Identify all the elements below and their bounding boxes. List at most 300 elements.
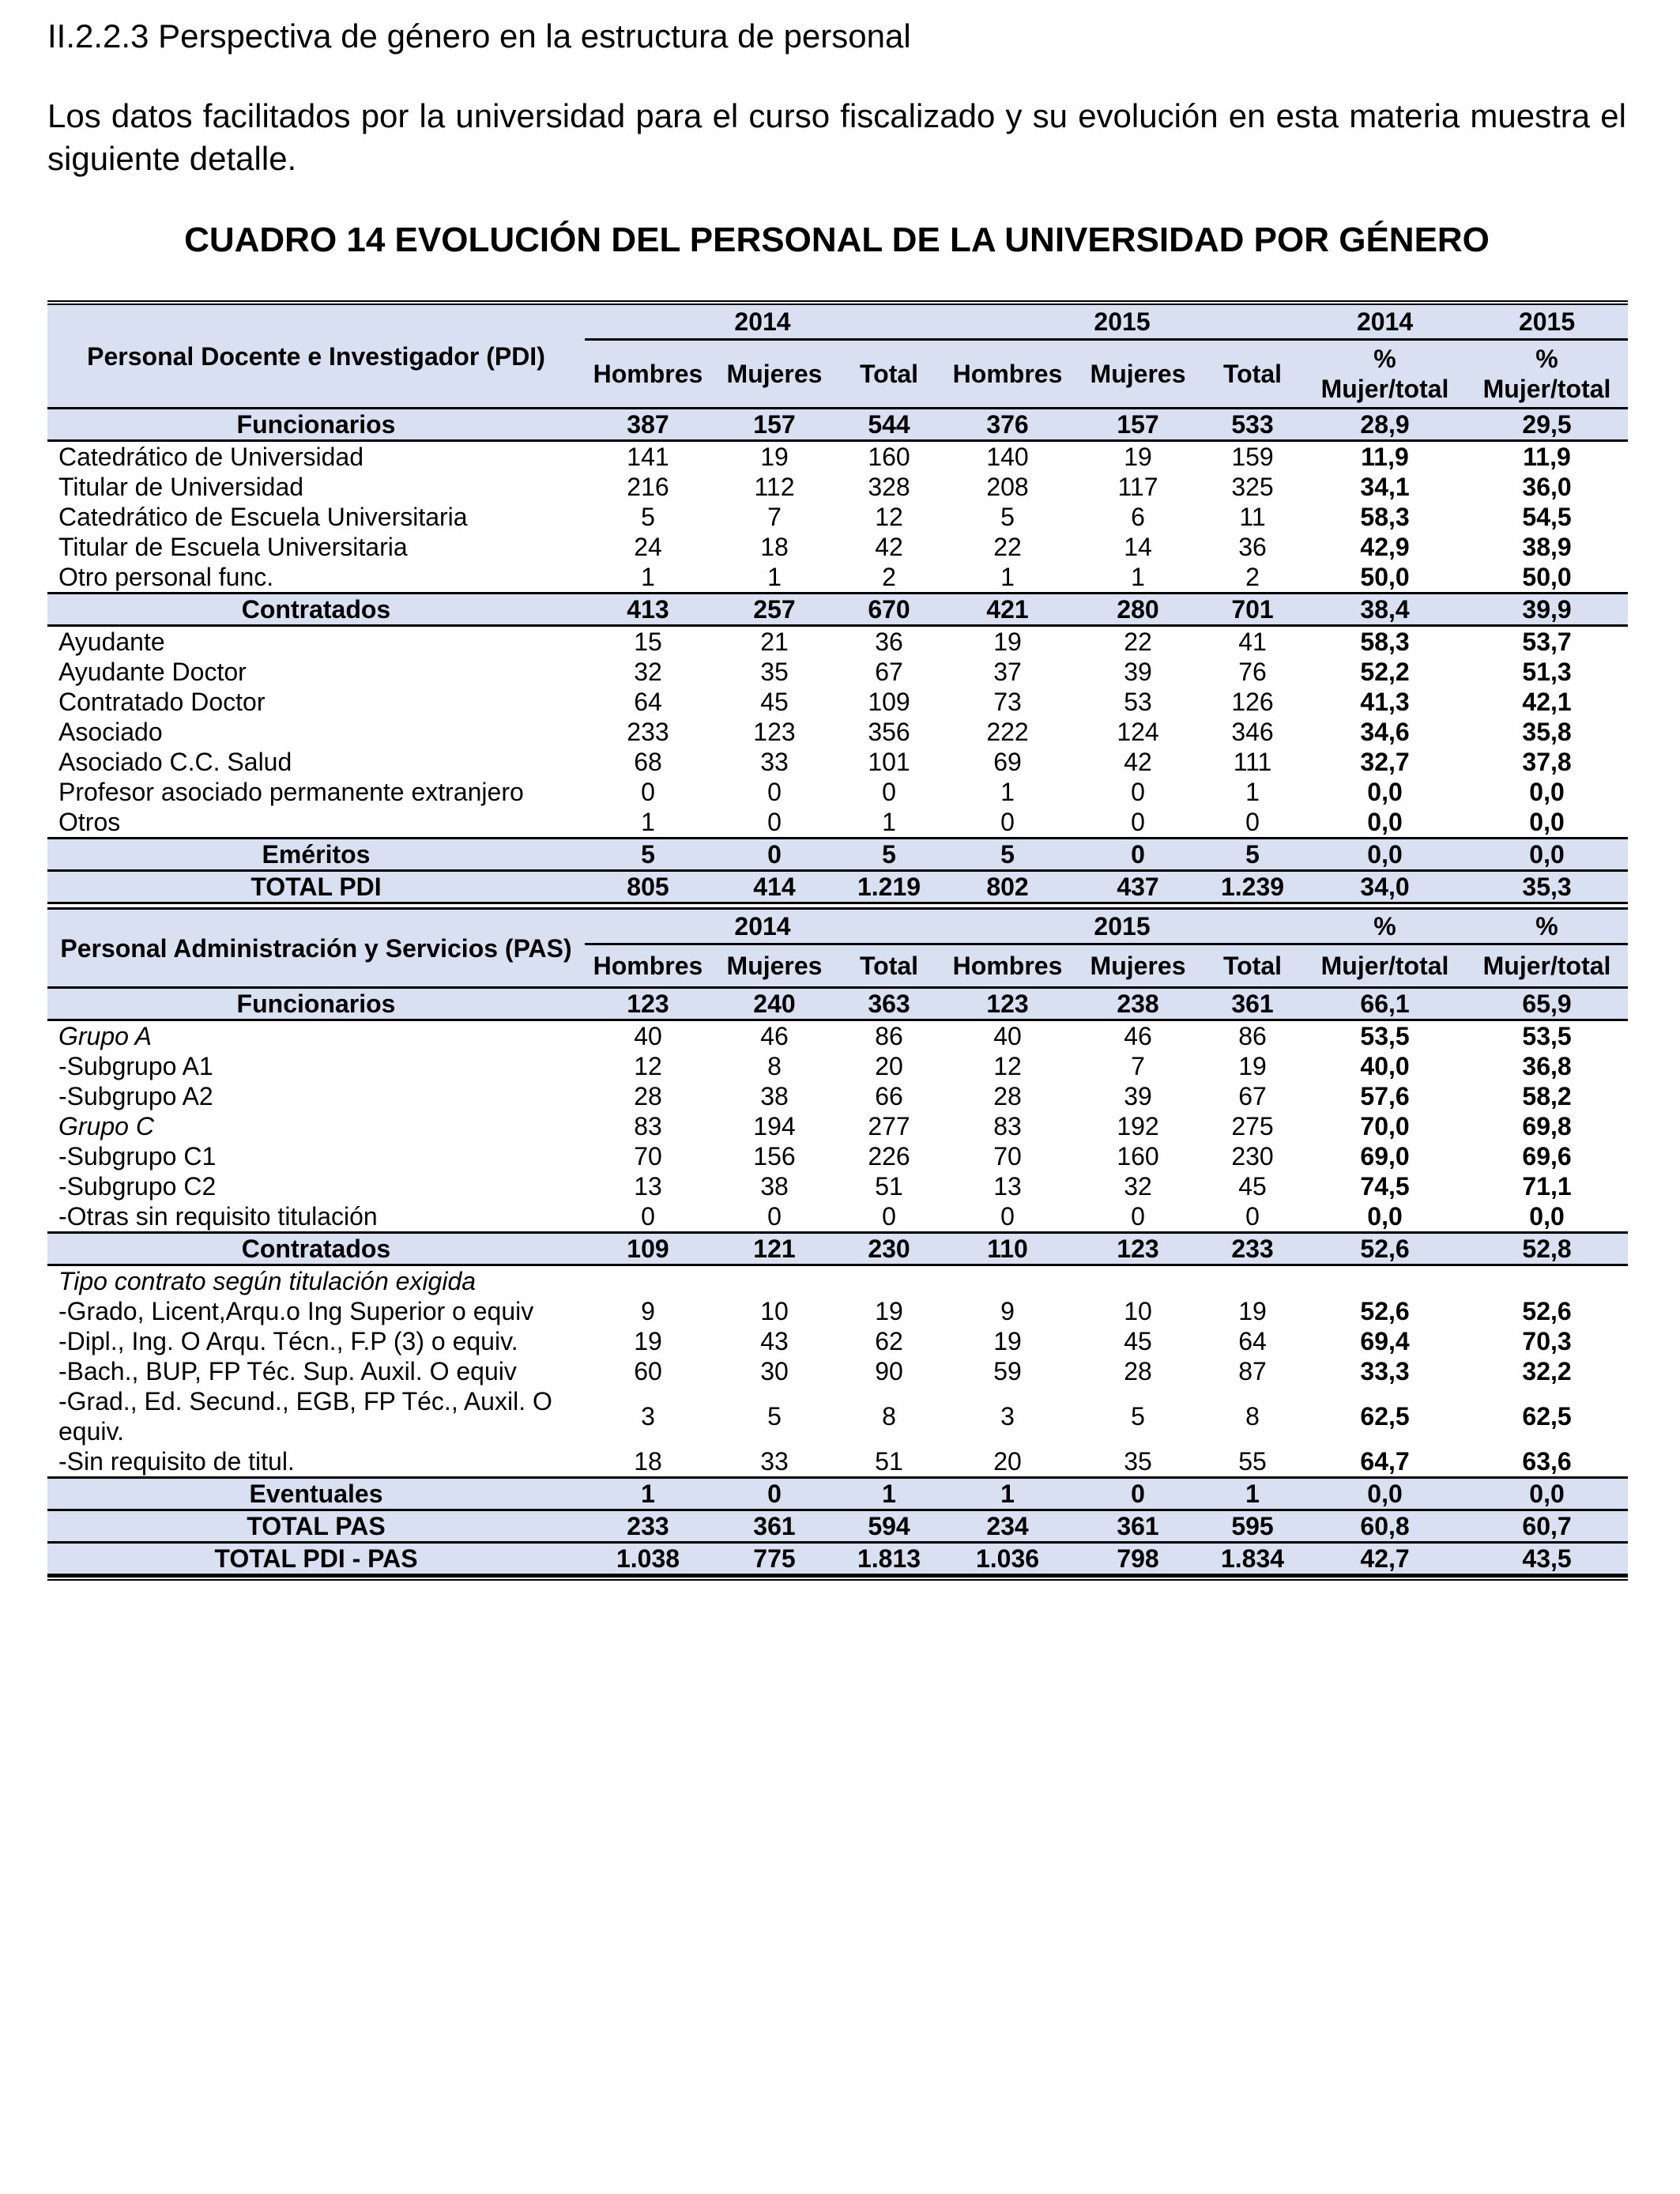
cell-value: 30: [760, 1357, 789, 1385]
pdi-funcionarios-row: [47, 409, 1628, 441]
cell-value: 19: [1124, 443, 1152, 471]
pct-column-header: [1304, 340, 1466, 409]
row-label: Contratado Doctor: [58, 688, 266, 716]
pas-header-title: Personal Administración y Servicios (PAS): [47, 909, 585, 988]
cell-value: 0: [1000, 808, 1015, 836]
cell-value: 38,9: [1522, 533, 1572, 561]
cell-value: 2: [1245, 563, 1260, 591]
row-label: Contratados: [47, 1233, 585, 1265]
pct-column-header: [1466, 944, 1628, 988]
cell-value: 41: [1238, 628, 1267, 656]
cell-value: 83: [993, 1112, 1022, 1140]
cell-value: 64,7: [1360, 1447, 1410, 1476]
cell-value: 356: [868, 718, 910, 746]
cell-value: 216: [627, 473, 669, 501]
table-row: [47, 657, 1628, 687]
cell-value: 38: [760, 1172, 789, 1201]
cell-value: 34,6: [1360, 718, 1410, 746]
cell-value: 52,6: [1304, 1233, 1466, 1265]
cell-value: 19: [1238, 1052, 1267, 1080]
cell-value: 38,4: [1304, 594, 1466, 626]
cell-value: 421: [940, 594, 1075, 626]
cell-value: 52,6: [1360, 1297, 1410, 1325]
cell-value: 38: [760, 1082, 789, 1110]
row-label: Funcionarios: [47, 409, 585, 441]
cell-value: 1.834: [1201, 1543, 1304, 1575]
cell-value: 230: [838, 1233, 940, 1265]
cell-value: 45: [1124, 1327, 1152, 1355]
cell-value: 19: [993, 628, 1022, 656]
cell-value: 257: [711, 594, 838, 626]
cell-value: 325: [1231, 473, 1274, 501]
cell-value: 802: [940, 871, 1075, 903]
cell-value: 111: [1233, 748, 1272, 776]
cell-value: 1: [838, 1478, 940, 1510]
cell-value: 35,8: [1522, 718, 1572, 746]
table-row: [47, 1386, 1628, 1446]
pct-label: Mujer/total: [1320, 375, 1449, 403]
table-row: [47, 747, 1628, 777]
cell-value: 233: [585, 1510, 711, 1543]
cell-value: 70: [634, 1142, 662, 1171]
column-header: Mujeres: [1075, 340, 1201, 409]
pdi-emeritos-row: [47, 839, 1628, 871]
cell-value: 33: [760, 748, 789, 776]
cell-value: 798: [1075, 1543, 1201, 1575]
column-header: Total: [838, 340, 940, 409]
cell-value: 123: [753, 718, 796, 746]
cell-value: 387: [585, 409, 711, 441]
cell-value: 0: [1245, 808, 1260, 836]
cell-value: 0: [711, 1478, 838, 1510]
cell-value: 68: [634, 748, 662, 776]
cell-value: 54,5: [1522, 503, 1572, 531]
table-row: [47, 1201, 1628, 1233]
cell-value: 60,8: [1304, 1510, 1466, 1543]
cell-value: 277: [868, 1112, 910, 1140]
cell-value: 0,0: [1529, 778, 1565, 806]
cell-value: 12: [634, 1052, 662, 1080]
cell-value: 5: [1201, 839, 1304, 871]
cell-value: 69,6: [1522, 1142, 1572, 1171]
cell-value: 39: [1124, 1082, 1152, 1110]
cell-value: 55: [1238, 1447, 1267, 1476]
cell-value: 62: [875, 1327, 903, 1355]
year-header: 2015: [940, 305, 1304, 340]
table-row: [47, 562, 1628, 594]
table-row: [47, 1141, 1628, 1171]
cell-value: 0: [1131, 778, 1145, 806]
cell-value: 0: [1131, 1202, 1145, 1231]
cell-value: 109: [868, 688, 910, 716]
pdi-header-years: [47, 305, 1628, 340]
cell-value: 5: [1000, 503, 1015, 531]
cell-value: 328: [868, 473, 910, 501]
row-label: -Bach., BUP, FP Téc. Sup. Auxil. O equiv: [58, 1357, 517, 1385]
cell-value: 18: [760, 533, 789, 561]
cell-value: 18: [634, 1447, 662, 1476]
pas-funcionarios-row: [47, 988, 1628, 1020]
cell-value: 34,1: [1360, 473, 1410, 501]
cell-value: 1: [1000, 778, 1015, 806]
cell-value: 67: [875, 658, 903, 686]
cell-value: 226: [868, 1142, 910, 1171]
cell-value: 240: [711, 988, 838, 1020]
cell-value: 126: [1231, 688, 1274, 716]
cell-value: 7: [1131, 1052, 1145, 1080]
cell-value: 19: [1238, 1297, 1267, 1325]
cell-value: 11,9: [1361, 443, 1409, 471]
cell-value: 0,0: [1529, 808, 1565, 836]
cell-value: 595: [1201, 1510, 1304, 1543]
cell-value: 29,5: [1466, 409, 1628, 441]
cell-value: 0,0: [1304, 839, 1466, 871]
cell-value: 8: [882, 1402, 896, 1431]
table-row: [47, 1111, 1628, 1141]
cell-value: 69: [993, 748, 1022, 776]
cell-value: 51: [875, 1172, 903, 1201]
table-row: [47, 626, 1628, 658]
table-row: [47, 687, 1628, 717]
cell-value: 40: [634, 1022, 662, 1050]
cell-value: 0,0: [1367, 1202, 1403, 1231]
pct-symbol: %: [1535, 345, 1558, 373]
pdi-header-title: Personal Docente e Investigador (PDI): [47, 305, 585, 409]
section-divider: [47, 903, 1628, 909]
row-label: Otros: [58, 808, 121, 836]
cell-value: 21: [760, 628, 789, 656]
cell-value: 6: [1131, 503, 1145, 531]
cell-value: 32: [1124, 1172, 1152, 1201]
cell-value: 67: [1238, 1082, 1267, 1110]
cell-value: 8: [767, 1052, 782, 1080]
cell-value: 346: [1231, 718, 1274, 746]
cell-value: 37,8: [1522, 748, 1572, 776]
cell-value: 159: [1231, 443, 1274, 471]
cell-value: 9: [641, 1297, 655, 1325]
personnel-table: [47, 305, 1628, 1576]
cell-value: 8: [1245, 1402, 1260, 1431]
cell-value: 69,8: [1522, 1112, 1572, 1140]
cell-value: 24: [634, 533, 662, 561]
table-body: [47, 305, 1628, 1575]
row-label: Ayudante: [58, 628, 165, 656]
cell-value: 28: [634, 1082, 662, 1110]
section-heading: II.2.2.3 Perspectiva de género en la estructura de personal: [47, 17, 911, 55]
cell-value: 1: [1131, 563, 1145, 591]
table-row: [47, 1296, 1628, 1326]
cell-value: 0,0: [1367, 808, 1403, 836]
cell-value: 1.036: [940, 1543, 1075, 1575]
cell-value: 45: [760, 688, 789, 716]
cell-value: 40: [993, 1022, 1022, 1050]
cell-value: 805: [585, 871, 711, 903]
cell-value: 69,0: [1360, 1142, 1410, 1171]
contract-type-subheading: Tipo contrato según titulación exigida: [58, 1267, 477, 1295]
column-header: Hombres: [940, 340, 1075, 409]
cell-value: 73: [993, 688, 1022, 716]
row-label: Titular de Universidad: [58, 473, 304, 501]
cell-value: 41,3: [1360, 688, 1410, 716]
cell-value: 40,0: [1360, 1052, 1410, 1080]
pas-total-row: [47, 1510, 1628, 1543]
cell-value: 1: [641, 563, 655, 591]
cell-value: 376: [940, 409, 1075, 441]
row-label: -Subgrupo A1: [58, 1052, 213, 1080]
cell-value: 11,9: [1523, 443, 1571, 471]
pas-contratados-row: [47, 1233, 1628, 1265]
cell-value: 157: [711, 409, 838, 441]
row-label: -Subgrupo C1: [58, 1142, 217, 1171]
cell-value: 363: [838, 988, 940, 1020]
cell-value: 28,9: [1304, 409, 1466, 441]
cell-value: 34,0: [1304, 871, 1466, 903]
cell-value: 275: [1231, 1112, 1274, 1140]
cell-value: 70,0: [1360, 1112, 1410, 1140]
cell-value: 3: [641, 1402, 655, 1431]
cell-value: 361: [1201, 988, 1304, 1020]
pct-year-header: %: [1304, 909, 1466, 944]
personnel-table-wrapper: [47, 300, 1628, 1581]
column-header: Hombres: [940, 944, 1075, 988]
cell-value: 36: [1238, 533, 1267, 561]
cell-value: 157: [1075, 409, 1201, 441]
cell-value: 123: [585, 988, 711, 1020]
intro-paragraph: Los datos facilitados por la universidad para el curso fiscalizado y su evolución en esta materia muestra el siguiente detalle.: [47, 97, 1626, 177]
cell-value: 0: [711, 839, 838, 871]
row-label: Otro personal func.: [58, 563, 274, 591]
cell-value: 0: [1131, 808, 1145, 836]
table-row: [47, 1171, 1628, 1201]
cell-value: 775: [711, 1543, 838, 1575]
table-row: [47, 441, 1628, 473]
cell-value: 156: [753, 1142, 796, 1171]
table-row: [47, 777, 1628, 807]
cell-value: 208: [986, 473, 1029, 501]
cell-value: 0: [882, 778, 896, 806]
cell-value: 71,1: [1522, 1172, 1572, 1201]
cell-value: 110: [940, 1233, 1075, 1265]
pct-column-header: [1466, 340, 1628, 409]
row-label: -Grado, Licent,Arqu.o Ing Superior o equiv: [58, 1297, 534, 1325]
cell-value: 280: [1075, 594, 1201, 626]
cell-value: 123: [940, 988, 1075, 1020]
cell-value: 43: [760, 1327, 789, 1355]
cell-value: 5: [641, 503, 655, 531]
cell-value: 52,6: [1522, 1297, 1572, 1325]
cell-value: 37: [993, 658, 1022, 686]
cell-value: 50,0: [1360, 563, 1410, 591]
cell-value: 414: [711, 871, 838, 903]
cell-value: 1: [641, 808, 655, 836]
cell-value: 437: [1075, 871, 1201, 903]
cell-value: 5: [1131, 1402, 1145, 1431]
cell-value: 5: [767, 1402, 782, 1431]
cell-value: 1.219: [838, 871, 940, 903]
row-label: -Dipl., Ing. O Arqu. Técn., F.P (3) o equiv.: [58, 1327, 518, 1355]
cell-value: 70,3: [1522, 1327, 1572, 1355]
row-label: Eméritos: [47, 839, 585, 871]
cell-value: 194: [753, 1112, 796, 1140]
subheading-row: [47, 1265, 1628, 1297]
column-header: Hombres: [585, 340, 711, 409]
pct-year-header: 2014: [1304, 305, 1466, 340]
cell-value: 51: [875, 1447, 903, 1476]
cell-value: 141: [627, 443, 669, 471]
table-row: [47, 1326, 1628, 1356]
cell-value: 109: [585, 1233, 711, 1265]
cell-value: 0: [641, 778, 655, 806]
row-label: TOTAL PDI: [47, 871, 585, 903]
cell-value: 19: [634, 1327, 662, 1355]
cell-value: 32,2: [1522, 1357, 1572, 1385]
cell-value: 7: [767, 503, 782, 531]
cell-value: 33: [760, 1447, 789, 1476]
cell-value: 233: [1201, 1233, 1304, 1265]
pct-year-header: %: [1466, 909, 1628, 944]
cell-value: 1.038: [585, 1543, 711, 1575]
row-label: Titular de Escuela Universitaria: [58, 533, 408, 561]
cell-value: 0: [1245, 1202, 1260, 1231]
cell-value: 22: [1124, 628, 1152, 656]
cell-value: 361: [711, 1510, 838, 1543]
pct-label: Mujer/total: [1482, 952, 1611, 980]
cell-value: 86: [875, 1022, 903, 1050]
column-header: Total: [838, 944, 940, 988]
cell-value: 0: [641, 1202, 655, 1231]
row-label: -Otras sin requisito titulación: [58, 1202, 378, 1231]
row-label: TOTAL PDI - PAS: [47, 1543, 585, 1575]
table-row: [47, 1081, 1628, 1111]
cell-value: 65,9: [1466, 988, 1628, 1020]
cell-value: 66,1: [1304, 988, 1466, 1020]
pas-header-years: [47, 909, 1628, 944]
row-label: -Subgrupo A2: [58, 1082, 213, 1110]
cell-value: 1: [1201, 1478, 1304, 1510]
cell-value: 0: [767, 808, 782, 836]
cell-value: 62,5: [1360, 1402, 1410, 1431]
table-row: [47, 1020, 1628, 1052]
cell-value: 670: [838, 594, 940, 626]
cell-value: 112: [754, 473, 795, 501]
cell-value: 117: [1117, 473, 1158, 501]
cell-value: 11: [1239, 503, 1266, 531]
cell-value: 52,8: [1466, 1233, 1628, 1265]
cell-value: 1: [940, 1478, 1075, 1510]
cell-value: 192: [1117, 1112, 1159, 1140]
row-label: -Subgrupo C2: [58, 1172, 217, 1201]
cell-value: 9: [1000, 1297, 1015, 1325]
cell-value: 33,3: [1360, 1357, 1410, 1385]
cell-value: 43,5: [1466, 1543, 1628, 1575]
cell-value: 160: [868, 443, 910, 471]
cell-value: 101: [868, 748, 910, 776]
cell-value: 2: [882, 563, 896, 591]
column-header: Mujeres: [1075, 944, 1201, 988]
column-header: Total: [1201, 944, 1304, 988]
cell-value: 42: [875, 533, 903, 561]
column-header: Mujeres: [711, 340, 838, 409]
cell-value: 63,6: [1522, 1447, 1572, 1476]
cell-value: 19: [993, 1327, 1022, 1355]
grand-total-row: [47, 1543, 1628, 1575]
cell-value: 60,7: [1466, 1510, 1628, 1543]
row-label: Catedrático de Escuela Universitaria: [58, 503, 468, 531]
cell-value: 238: [1075, 988, 1201, 1020]
cell-value: 19: [760, 443, 789, 471]
cell-value: 0: [1075, 1478, 1201, 1510]
cell-value: 51,3: [1522, 658, 1572, 686]
cell-value: 12: [875, 503, 903, 531]
cell-value: 5: [585, 839, 711, 871]
cell-value: 64: [1238, 1327, 1267, 1355]
cell-value: 19: [875, 1297, 903, 1325]
cell-value: 45: [1238, 1172, 1267, 1201]
cell-value: 36: [875, 628, 903, 656]
cell-value: 413: [585, 594, 711, 626]
cell-value: 69,4: [1360, 1327, 1410, 1355]
table-row: [47, 1446, 1628, 1478]
cell-value: 234: [940, 1510, 1075, 1543]
cell-value: 1: [767, 563, 782, 591]
cell-value: 53,5: [1360, 1022, 1410, 1050]
column-header: Total: [1201, 340, 1304, 409]
row-label: TOTAL PAS: [47, 1510, 585, 1543]
cell-value: 59: [993, 1357, 1022, 1385]
cell-value: 28: [1124, 1357, 1152, 1385]
divider-cell: [47, 903, 1628, 909]
cell-value: 53: [1124, 688, 1152, 716]
cell-value: 57,6: [1360, 1082, 1410, 1110]
cell-value: 46: [760, 1022, 789, 1050]
pdi-total-row: [47, 871, 1628, 903]
cell-value: 0: [1075, 839, 1201, 871]
table-row: [47, 1051, 1628, 1081]
cell-value: 10: [1124, 1297, 1152, 1325]
cell-value: 544: [838, 409, 940, 441]
cell-value: 58,3: [1360, 503, 1410, 531]
row-label: Asociado: [58, 718, 163, 746]
row-label: -Grad., Ed. Secund., EGB, FP Téc., Auxil. O equiv.: [58, 1387, 552, 1446]
row-label: Grupo C: [58, 1112, 154, 1140]
pct-column-header: [1304, 944, 1466, 988]
row-label: Profesor asociado permanente extranjero: [58, 778, 524, 806]
cell-value: 124: [1117, 718, 1159, 746]
table-row: [47, 717, 1628, 747]
pct-label: Mujer/total: [1482, 375, 1611, 403]
cell-value: 0,0: [1466, 839, 1628, 871]
cell-value: 3: [1000, 1402, 1015, 1431]
cell-value: 15: [634, 628, 662, 656]
cell-value: 5: [940, 839, 1075, 871]
cell-value: 5: [838, 839, 940, 871]
cell-value: 20: [993, 1447, 1022, 1476]
cell-value: 83: [634, 1112, 662, 1140]
cell-value: 53,7: [1522, 628, 1572, 656]
cell-value: 361: [1075, 1510, 1201, 1543]
cell-value: 76: [1238, 658, 1267, 686]
row-label: Grupo A: [58, 1022, 152, 1050]
year-header: 2014: [585, 909, 940, 944]
cell-value: 46: [1124, 1022, 1152, 1050]
table-title: CUADRO 14 EVOLUCIÓN DEL PERSONAL DE LA UNIVERSIDAD POR GÉNERO: [184, 221, 1490, 259]
table-row: [47, 502, 1628, 532]
pct-label: Mujer/total: [1320, 952, 1449, 980]
cell-value: 60: [634, 1357, 662, 1385]
cell-value: 20: [875, 1052, 903, 1080]
cell-value: 0: [767, 778, 782, 806]
cell-value: 53,5: [1522, 1022, 1572, 1050]
